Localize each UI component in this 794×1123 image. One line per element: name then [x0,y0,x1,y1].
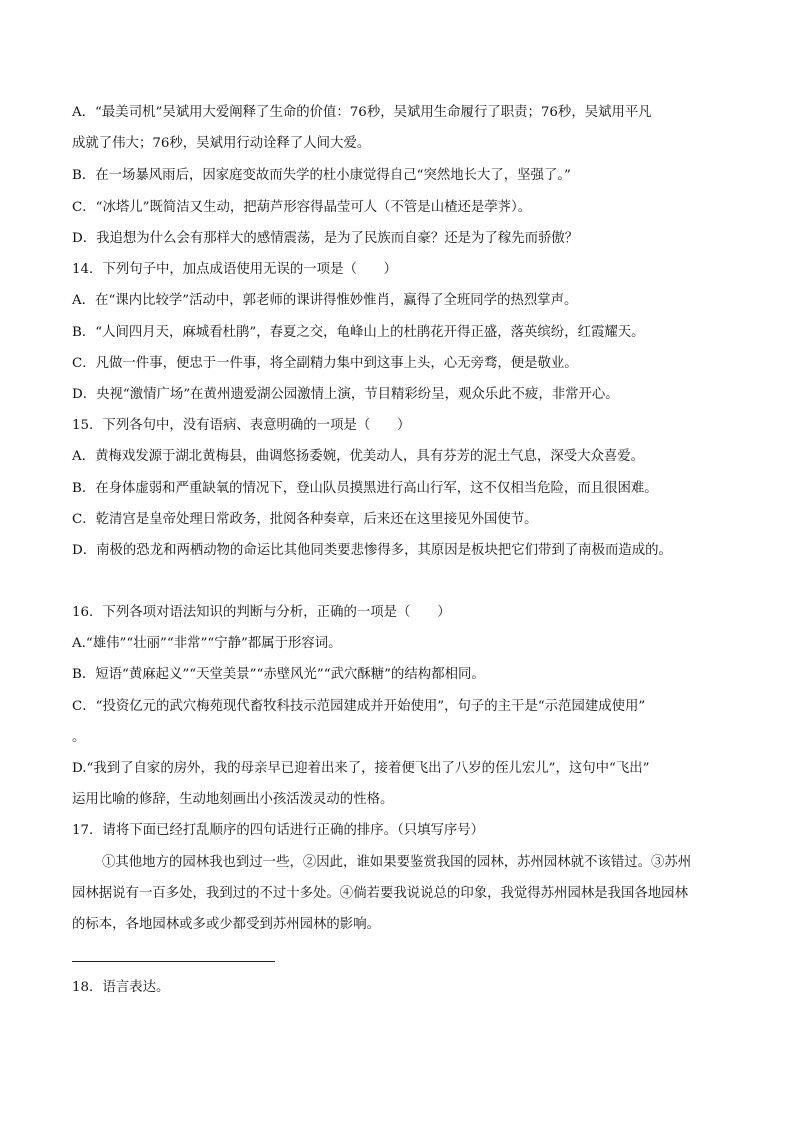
answer-blank-line [72,961,275,962]
q16-option-b: B．短语“黄麻起义”“天堂美景”“赤壁风光”“武穴酥糖”的结构都相同。 [72,667,485,682]
q15-option-b: B．在身体虚弱和严重缺氧的情况下，登山队员摸黑进行高山行军，这不仅相当危险，而且很困难。 [72,481,658,496]
q16-option-c-line1: C．“投资亿元的武穴梅苑现代畜牧科技示范园建成并开始使用”，句子的主干是“示范园建成使用” [72,699,646,714]
q15-option-a: A．黄梅戏发源于湖北黄梅县，曲调悠扬委婉，优美动人，具有芬芳的泥土气息，深受大众喜爱。 [72,449,645,464]
q15-option-c: C．乾清宫是皇帝处理日常政务，批阅各种奏章，后来还在这里接见外国使节。 [72,512,538,527]
q13-option-b: B．在一场暴风雨后，因家庭变故而失学的杜小康觉得自己“突然地长大了，坚强了。” [72,168,571,183]
q17-stem: 17．请将下面已经打乱顺序的四句话进行正确的排序。（只填写序号） [72,823,485,838]
q16-option-c-line2: 。 [72,730,86,745]
q16-option-d-line2: 运用比喻的修辞，生动地刻画出小孩活泼灵动的性格。 [72,792,394,807]
q17-passage-line3: 的标本，各地园林或多或少都受到苏州园林的影响。 [72,917,380,932]
q14-option-c: C．凡做一件事，便忠于一件事，将全副精力集中到这事上头，心无旁骛，便是敬业。 [72,356,578,371]
q13-option-c: C．“冰塔儿”既简洁又生动，把葫芦形容得晶莹可人（不管是山楂还是荸荠）。 [72,200,532,215]
q14-stem: 14．下列句子中，加点成语使用无误的一项是（ ） [72,262,398,277]
q15-option-d: D．南极的恐龙和两栖动物的命运比其他同类要悲惨得多，其原因是板块把它们带到了南极而造成的。 [72,543,672,558]
q17-passage-line2: 园林据说有一百多处，我到过的不过十多处。④倘若要我说说总的印象，我觉得苏州园林是我国各地园林 [72,886,688,901]
q17-passage-line1: ①其他地方的园林我也到过一些，②因此，谁如果要鉴赏我国的园林，苏州园林就不该错过。③苏州 [102,855,692,870]
q15-stem: 15．下列各句中，没有语病、表意明确的一项是（ ） [72,418,411,433]
q14-option-a: A．在“课内比较学”活动中，郭老师的课讲得惟妙惟肖，赢得了全班同学的热烈掌声。 [72,293,578,308]
q18-stem: 18．语言表达。 [72,980,170,995]
q16-stem: 16．下列各项对语法知识的判断与分析，正确的一项是（ ） [72,605,451,620]
q14-option-d: D．央视“激情广场”在黄州遗爱湖公园激情上演，节目精彩纷呈，观众乐此不疲，非常开心。 [72,387,619,402]
q13-option-a-line2: 成就了伟大；76秒，吴斌用行动诠释了人间大爱。 [72,136,371,151]
q13-option-d: D．我追想为什么会有那样大的感情震荡，是为了民族而自豪？还是为了稼先而骄傲？ [72,231,579,246]
q16-option-a: A.“雄伟”“壮丽”“非常”“宁静”都属于形容词。 [72,636,342,651]
q14-option-b: B．“人间四月天，麻城看杜鹃”，春夏之交，龟峰山上的杜鹃花开得正盛，落英缤纷，红霞耀天。 [72,325,645,340]
q13-option-a-line1: A．“最美司机”吴斌用大爱阐释了生命的价值：76秒，吴斌用生命履行了职责；76秒，吴斌用平凡 [72,105,652,120]
q16-option-d-line1: D.“我到了自家的房外，我的母亲早已迎着出来了，接着便飞出了八岁的侄儿宏儿”，这句中“飞出” [72,761,650,776]
